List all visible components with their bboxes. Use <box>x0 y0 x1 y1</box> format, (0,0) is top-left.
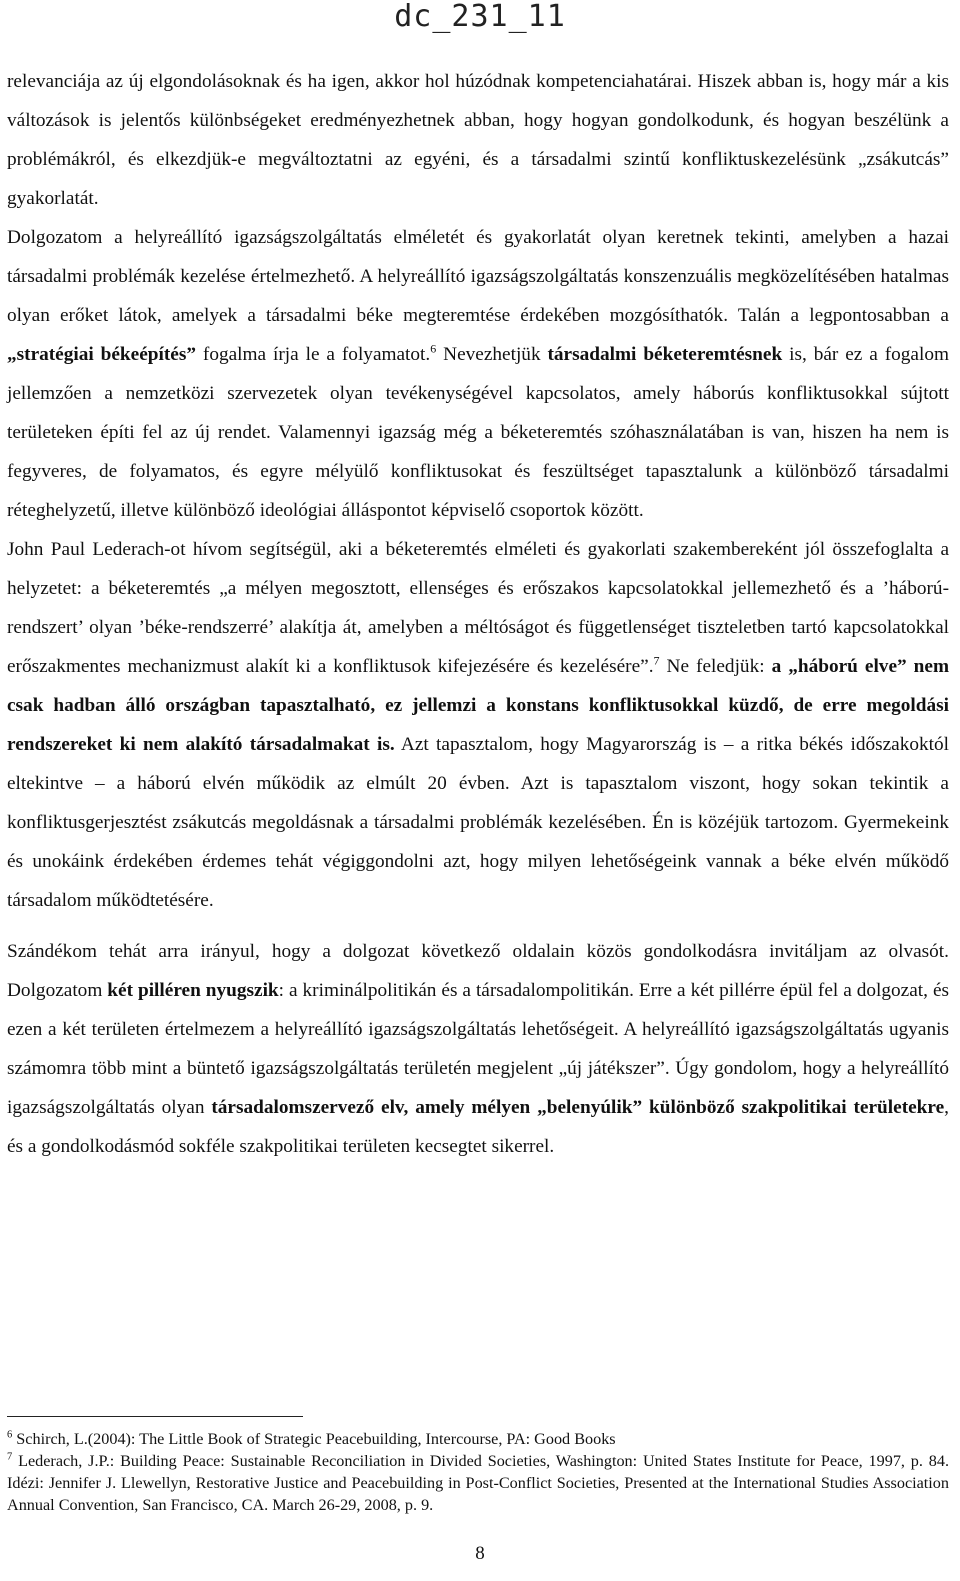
paragraph-2-text: Dolgozatom a helyreállító igazságszolgáltatás elméletét és gyakorlatát olyan keretnek tekinti, amelyben a hazai társadalmi problémák kezelése értelmezhető. A helyreállító igazságszolgáltatás konszenzuális megközelítésében hatalmas olyan erőket látok, amelyek a társadalmi béke megteremtése érdekében mozgósíthatók. Talán a legpontosabban a <box>7 227 949 326</box>
bold-term-organizing-principle: társadalomszervező elv, amely mélyen „belenyúlik” különböző szakpolitikai területekre <box>211 1097 945 1118</box>
document-id-header: dc_231_11 <box>394 0 566 34</box>
footnote-6-marker: 6 <box>7 1429 13 1441</box>
paragraph-4-text: , és a gondolkodásmód sokféle szakpolitikai területen kecsegtet sikerrel. <box>7 1097 949 1157</box>
footnote-ref-7[interactable]: 7 <box>653 653 660 668</box>
footnote-ref-6[interactable]: 6 <box>430 341 437 356</box>
bold-term-social-peacemaking: társadalmi béketeremtésnek <box>547 344 783 365</box>
paragraph-3-text: Ne feledjük: <box>659 656 772 677</box>
footnotes <box>7 1428 949 1516</box>
footnote-7-text: Lederach, J.P.: Building Peace: Sustainable Reconciliation in Divided Societies, Washington: United States Institute for Peace, 1997, p. 84. Idézi: Jennifer J. Llewellyn, Restorative Justice and Peacebuilding in Post-Conflict Societies, Presented at the International Studies Association Annual Convention, San Francisco, CA. March 26-29, 2008, p. 9. <box>7 1452 949 1514</box>
paragraph-4-text: Szándékom tehát arra irányul, hogy a dolgozat következő oldalain közös gondolkodásra invitáljam az olvasót. Dolgozatom <box>7 941 949 1001</box>
bold-term-strategic-peacebuilding: „stratégiai békeépítés” <box>7 344 196 365</box>
bold-term-two-pillars: két pilléren nyugszik <box>107 980 279 1001</box>
paragraph-2-text: is, bár ez a fogalom jellemzően a nemzetközi szervezetek olyan tevékenységével kapcsolatos, amely háborús konfliktusokkal sújtott területeken építi fel az új rendet. Valamennyi igazság még a béketeremtés szóhasználatában is van, hiszen ha nem is fegyveres, de folyamatos, és egyre mélyülő konfliktusokat és feszültséget tapasztalunk a különböző társadalmi réteghelyzetű, illetve különböző ideológiai álláspontot képviselő csoportok között. <box>7 344 949 521</box>
footnote-6 <box>7 1428 949 1450</box>
footnote-7 <box>7 1450 949 1516</box>
page-number: 8 <box>475 1543 485 1564</box>
paragraph-3-text: Azt tapasztalom, hogy Magyarország is – a ritka békés időszakoktól eltekintve – a háború elvén működik az elmúlt 20 évben. Azt is tapasztalom viszont, hogy sokan tekintik a konfliktusgerjesztést zsákutcás megoldásnak a társadalmi problémák kezelésében. Én is közéjük tartozom. Gyermekeink és unokáink érdekében érdemes tehát végiggondolni azt, hogy milyen lehetőségeink vannak a béke elvén működő társadalom működtetésére. <box>7 734 949 911</box>
body-text <box>7 62 949 1166</box>
footnote-separator <box>7 1416 303 1417</box>
paragraph-4 <box>7 932 949 1166</box>
footnote-7-marker: 7 <box>7 1451 13 1463</box>
paragraph-2-text: fogalma írja le a folyamatot. <box>195 344 431 365</box>
paragraph-2 <box>7 218 949 530</box>
paragraph-1: relevanciája az új elgondolásoknak és ha igen, akkor hol húzódnak kompetenciahatárai. Hiszek abban is, hogy már a kis változások is jelentős különbségeket eredményezhetnek abban, hogy hogyan gondolkodunk, és hogyan beszélünk a problémákról, és elkezdjük-e megváltoztatni az egyéni, és a társadalmi szintű konfliktuskezelésünk „zsákutcás” gyakorlatát. <box>7 71 949 209</box>
paragraph-4-text: : a kriminálpolitikán és a társadalompolitikán. Erre a két pillérre épül fel a dolgozat, és ezen a két területen értelmezem a helyreállító igazságszolgáltatás lehetőségeit. A helyreállító igazságszolgáltatás ugyanis számomra több mint a büntető igazságszolgáltatás területén megjelent „új játékszer”. Úgy gondolom, hogy a helyreállító igazságszolgáltatás olyan <box>7 980 949 1118</box>
paragraph-2-text: Nevezhetjük <box>436 344 548 365</box>
bold-statement-war-principle: a „háború elve” nem csak hadban álló országban tapasztalható, ez jellemzi a konstans konfliktusokkal küzdő, de erre megoldási rendszereket ki nem alakító társadalmakat is. <box>7 656 950 755</box>
paragraph-3-text: John Paul Lederach-ot hívom segítségül, aki a béketeremtés elméleti és gyakorlati szakembereként jól összefoglalta a helyzetet: a béketeremtés „a mélyen megosztott, ellenséges és erőszakos kapcsolatokkal jellemezhető és a ’háború-rendszert’ olyan ’béke-rendszerré’ alakítja át, amelyben a méltóságot és függetlenséget tiszteletben tartó kapcsolatokkal erőszakmentes mechanizmust alakít ki a konfliktusok kifejezésére és kezelésére”. <box>7 539 949 677</box>
paragraph-3 <box>7 530 949 920</box>
footnote-6-text: Schirch, L.(2004): The Little Book of Strategic Peacebuilding, Intercourse, PA: Good Books <box>12 1430 616 1448</box>
